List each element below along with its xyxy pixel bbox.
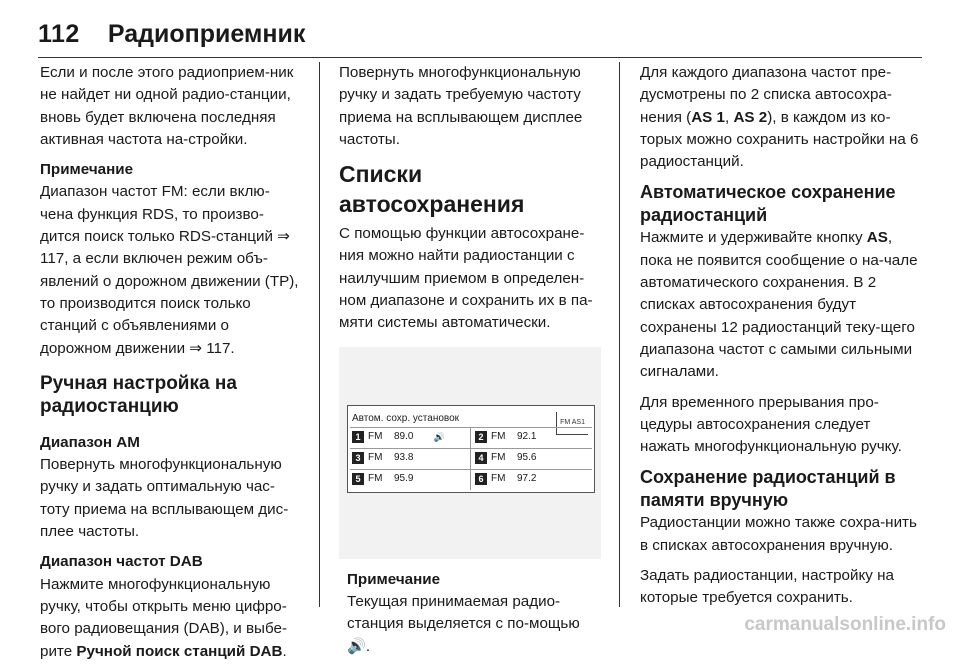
page-number: 112 [38,19,80,48]
list-ref: AS 1 [691,108,725,126]
text: Для каждого диапазона частот пре-дусмотрены по 2 списка автосохра-нения ( [640,64,892,126]
menu-item-ref: Ручной поиск станций DAB [76,642,283,660]
note-text: Текущая принимаемая радио-станция выделяется с по-мощью 🔊. [347,592,580,655]
preset-6 [475,471,595,488]
preset-number: 1 [352,431,364,443]
paragraph: Для временного прерывания про-цедуры автосохранения следует нажать многофункциональную ручку. [640,393,902,456]
preset-number: 5 [352,473,364,485]
column-divider [319,62,320,607]
column-left [40,62,302,671]
preset-2 [475,429,595,446]
preset-number: 6 [475,473,487,485]
paragraph: Радиостанции можно также сохра-нить в списках автосохранения вручную. [640,514,917,554]
preset-band: FM [491,473,506,485]
display-tag: FM AS1 [556,412,588,435]
section-heading: Автоматическое сохранение радиостанций [640,182,896,226]
paragraph: Повернуть многофункциональную ручку и задать оптимальную час-тоту приема на всплывающем дис-плее частоты. [40,456,289,541]
note-text: Диапазон частот FM: если вклю-чена функция RDS, то произво-дится поиск только RDS-станций ⇒ 117, а если включен режим объ-явлений о дорожном движении (TP), то производится поиск только станций с объявлениями о дорожном движении ⇒ 117. [40,183,299,357]
preset-band: FM [491,431,506,443]
paragraph: С помощью функции автосохране-ния можно найти радиостанции с наилучшим приемом в определен-ном диапазоне и сохранить их в па-мяти системы автоматически. [339,225,593,332]
preset-5 [352,471,472,488]
text: . [282,642,287,660]
paragraph [640,227,922,383]
preset-band: FM [368,431,383,443]
page-title: Радиоприемник [107,19,306,48]
section-heading: Сохранение радиостанций в памяти вручную [640,467,896,511]
preset-frequency: 95.9 [394,473,414,485]
preset-band: FM [368,473,383,485]
subheading-dab: Диапазон частот DAB [40,553,203,571]
text: , пока не появится сообщение о на-чале автоматического сохранения. В 2 списках автосохранения будут сохранены 12 радиостанций теку-щего диапазона частот с самыми сильными сигналами. [640,229,918,381]
preset-number: 4 [475,452,487,464]
column-divider [619,62,620,607]
section-heading: Списки автосохранения [339,161,525,218]
preset-3 [352,450,472,467]
list-ref: AS 2 [733,108,768,126]
column-right [640,62,922,618]
note-block [339,569,604,658]
preset-frequency: 93.8 [394,452,414,464]
preset-band: FM [491,452,506,464]
speaker-icon: 🔊 [433,432,445,443]
preset-frequency: 97.2 [517,473,537,485]
preset-frequency: 95.6 [517,452,537,464]
preset-frequency: 92.1 [517,431,537,443]
note-title: Примечание [40,161,134,179]
paragraph [640,62,922,173]
column-middle [339,62,604,666]
text: Нажмите и удерживайте кнопку [640,229,867,247]
paragraph: Если и после этого радиоприем-ник не найдет ни одной радио-станции, вновь будет включена последняя активная частота на-стройки. [40,64,294,148]
preset-number: 3 [352,452,364,464]
preset-number: 2 [475,431,487,443]
watermark: carmanualsonline.info [744,614,946,635]
text: , [724,108,734,126]
preset-frequency: 89.0 [394,431,414,443]
note-title: Примечание [347,570,441,588]
button-ref: AS [866,229,888,247]
paragraph-dab [40,574,302,663]
text: ), в каждом из ко-торых можно сохранить настройки на 6 радиостанций. [640,108,919,171]
display-illustration [339,347,601,559]
page-header [38,14,305,54]
preset-4 [475,450,595,467]
display-title: Автом. сохр. установок [352,412,460,424]
preset-1 [352,429,472,446]
radio-display [347,405,595,493]
text: Нажмите многофункциональную ручку, чтобы открыть меню цифро-вого радиовещания (DAB), и выбе-рите [40,575,288,660]
preset-band: FM [368,452,383,464]
subheading-am: Диапазон AM [40,433,140,451]
header-rule [38,57,922,58]
paragraph: Повернуть многофункциональную ручку и задать требуемую частоту приема на всплывающем дисплее частоты. [339,64,583,148]
section-heading: Ручная настройка на радиостанцию [40,372,237,417]
paragraph: Задать радиостанции, настройку на которые требуется сохранить. [640,567,894,607]
